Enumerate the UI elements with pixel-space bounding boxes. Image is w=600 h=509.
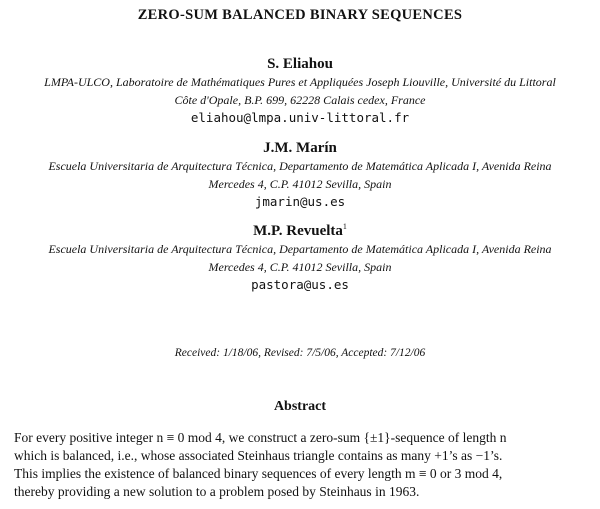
author-affiliation-line: Côte d'Opale, B.P. 699, 62228 Calais cedex, France — [174, 93, 426, 107]
author-affiliation-line: Mercedes 4, C.P. 41012 Sevilla, Spain — [208, 177, 392, 191]
author-email[interactable]: eliahou@lmpa.univ-littoral.fr — [190, 110, 410, 125]
abstract-body — [14, 429, 588, 501]
author-affiliation-line: Mercedes 4, C.P. 41012 Sevilla, Spain — [208, 260, 392, 274]
author-block-revuelta — [0, 222, 600, 294]
author-block-marin — [0, 139, 600, 211]
author-affiliation-line: LMPA-ULCO, Laboratoire de Mathématiques Pures et Appliquées Joseph Liouville, Université du Littoral — [44, 75, 556, 89]
abstract-line: thereby providing a new solution to a problem posed by Steinhaus in 1963. — [14, 484, 420, 499]
author-name: J.M. Marín — [263, 140, 337, 156]
abstract-line: For every positive integer n ≡ 0 mod 4, we construct a zero-sum {±1}-sequence of length n — [14, 430, 507, 445]
submission-dates: Received: 1/18/06, Revised: 7/5/06, Accepted: 7/12/06 — [174, 347, 426, 359]
author-name: M.P. Revuelta$^1$ — [253, 222, 347, 239]
author-affiliation-line: Escuela Universitaria de Arquitectura Técnica, Departamento de Matemática Aplicada I, Avenida Reina — [48, 242, 552, 256]
abstract-heading: Abstract — [273, 399, 327, 414]
author-name: S. Eliahou — [267, 56, 333, 72]
author-footnote-marker: 1 — [342, 222, 347, 231]
author-email[interactable]: jmarin@us.es — [254, 194, 346, 209]
author-block-eliahou — [0, 55, 600, 127]
abstract-line: This implies the existence of balanced binary sequences of every length m ≡ 0 or 3 mod 4, — [14, 466, 503, 481]
author-affiliation-line: Escuela Universitaria de Arquitectura Técnica, Departamento de Matemática Aplicada I, Avenida Reina — [48, 159, 552, 173]
paper-title: ZERO-SUM BALANCED BINARY SEQUENCES — [137, 7, 463, 23]
author-email[interactable]: pastora@us.es — [251, 277, 349, 292]
abstract-line: which is balanced, i.e., whose associated Steinhaus triangle contains as many +1’s as −1’s. — [14, 448, 503, 463]
